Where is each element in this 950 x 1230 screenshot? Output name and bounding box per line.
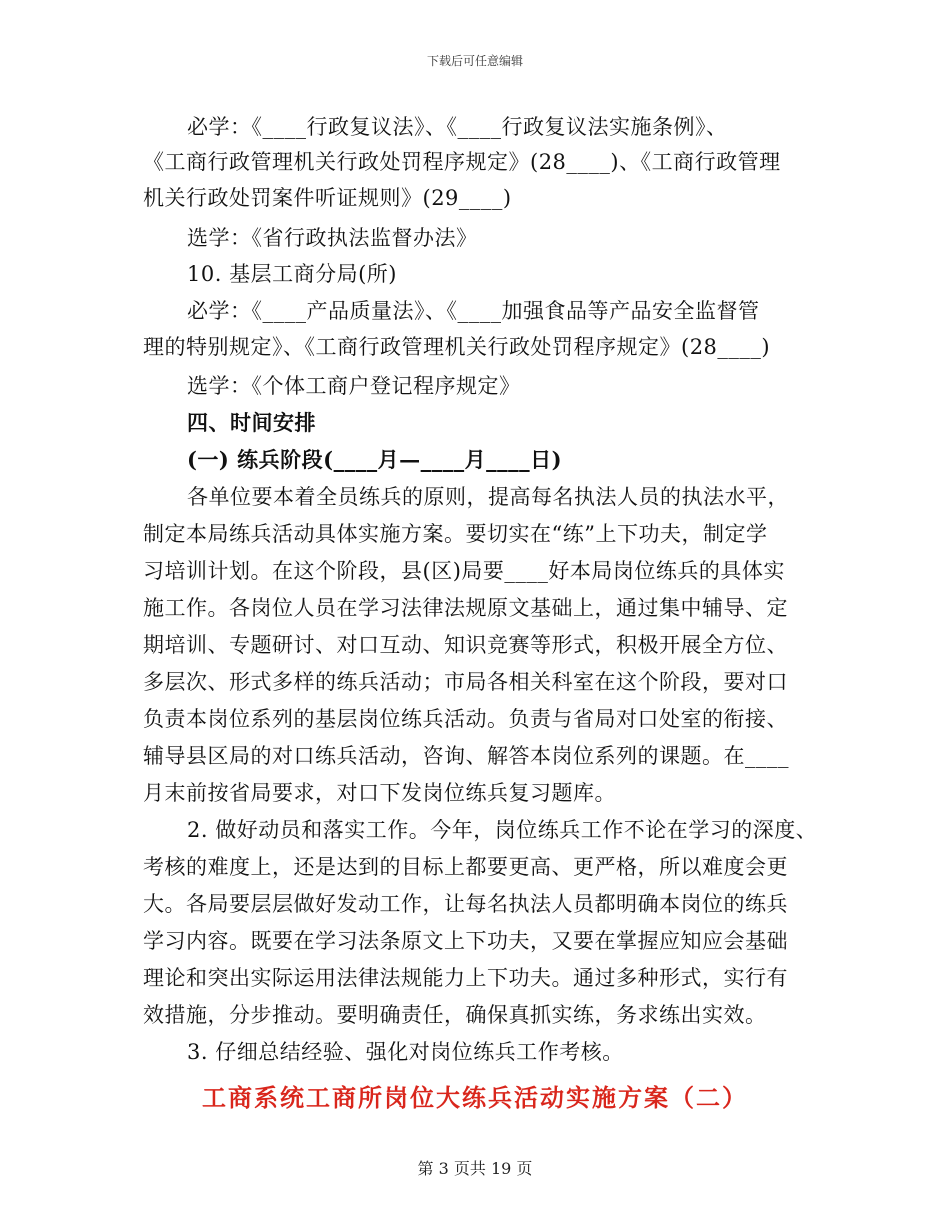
text-line: 学习内容。既要在学习法条原文上下功夫，又要在掌握应知应会基础: [143, 929, 788, 953]
text-line: 施工作。各岗位人员在学习法律法规原文基础上，通过集中辅导、定: [143, 596, 788, 620]
page-footer: 第 3 页共 19 页: [417, 1159, 533, 1178]
text-line: 效措施，分步推动。要明确责任，确保真抓实练，务求练出实效。: [143, 1003, 767, 1027]
text-line: 选学：《省行政执法监督办法》: [187, 226, 478, 250]
text-line: 大。各局要层层做好发动工作，让每名执法人员都明确本岗位的练兵: [143, 892, 788, 916]
text-line: 《工商行政管理机关行政处罚程序规定》(28____)、《工商行政管理: [143, 150, 781, 174]
text-line: 多层次、形式多样的练兵活动；市局各相关科室在这个阶段，要对口: [143, 670, 788, 694]
text-line: 考核的难度上，还是达到的目标上都要更高、更严格，所以难度会更: [143, 855, 788, 879]
text-line: 理的特别规定》、《工商行政管理机关行政处罚程序规定》(28____): [143, 335, 771, 359]
text-line: 2. 做好动员和落实工作。今年，岗位练兵工作不论在学习的深度、: [187, 818, 818, 842]
text-line: 制定本局练兵活动具体实施方案。要切实在“练”上下功夫，制定学: [143, 522, 768, 546]
text-line: 负责本岗位系列的基层岗位练兵活动。负责与省局对口处室的衔接、: [143, 707, 788, 731]
text-line: 必学：《____行政复议法》、《____行政复议法实施条例》、: [187, 115, 728, 139]
text-line: 理论和突出实际运用法律法规能力上下功夫。通过多种形式，实行有: [143, 966, 788, 990]
section-title: 工商系统工商所岗位大练兵活动实施方案（二）: [202, 1084, 748, 1112]
text-line: 必学：《____产品质量法》、《____加强食品等产品安全监督管: [187, 299, 760, 323]
subsection-heading: (一) 练兵阶段(____月—____月____日): [187, 447, 563, 472]
section-heading: 四、时间安排: [187, 410, 316, 435]
text-line: 辅导县区局的对口练兵活动，咨询、解答本岗位系列的课题。在____: [143, 744, 789, 768]
text-line: 各单位要本着全员练兵的原则，提高每名执法人员的执法水平，: [187, 485, 789, 509]
text-line: 月末前按省局要求，对口下发岗位练兵复习题库。: [143, 781, 616, 805]
text-line: 选学：《个体工商户登记程序规定》: [187, 374, 521, 398]
text-line: 习培训计划。在这个阶段，县(区)局要____好本局岗位练兵的具体实: [143, 559, 785, 583]
text-line: 机关行政处罚案件听证规则》(29____): [143, 186, 512, 210]
text-line: 3. 仔细总结经验、强化对岗位练兵工作考核。: [187, 1040, 624, 1064]
text-line: 期培训、专题研讨、对口互动、知识竞赛等形式，积极开展全方位、: [143, 633, 788, 657]
page-header: 下载后可任意编辑: [426, 54, 523, 68]
text-line: 10. 基层工商分局(所): [187, 262, 397, 286]
